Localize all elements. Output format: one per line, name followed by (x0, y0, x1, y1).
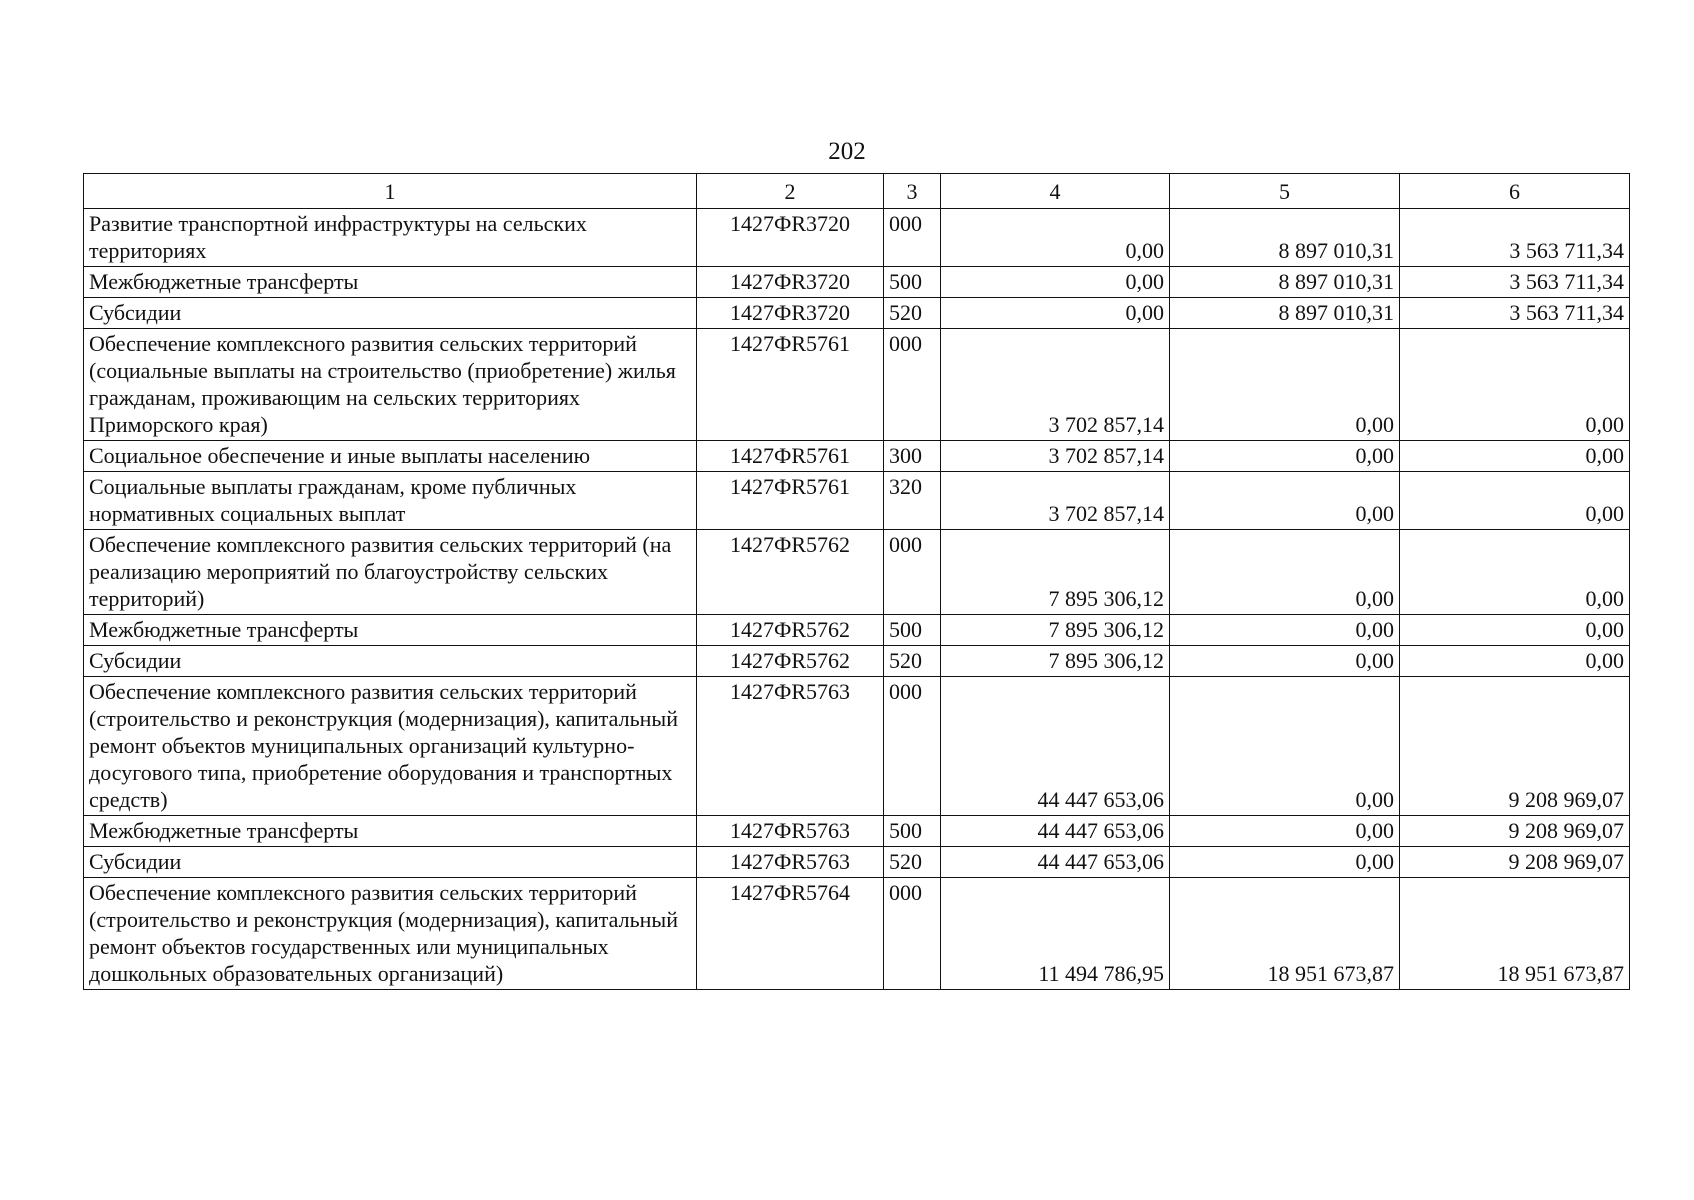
table-row (84, 878, 1630, 990)
row-name: Социальное обеспечение и иные выплаты населению (84, 441, 697, 472)
row-kvr: 000 (884, 209, 941, 267)
row-code: 1427ФR5761 (697, 472, 884, 530)
column-header: 2 (697, 174, 884, 209)
row-kvr: 320 (884, 472, 941, 530)
row-value-6: 9 208 969,07 (1400, 847, 1630, 878)
row-value-4: 0,00 (941, 267, 1170, 298)
column-header: 5 (1170, 174, 1400, 209)
row-code: 1427ФR5762 (697, 530, 884, 615)
row-value-6: 3 563 711,34 (1400, 298, 1630, 329)
row-kvr: 000 (884, 329, 941, 441)
table-row (84, 677, 1630, 816)
table-row (84, 847, 1630, 878)
row-kvr: 000 (884, 677, 941, 816)
row-value-5: 0,00 (1170, 677, 1400, 816)
row-name: Межбюджетные трансферты (84, 615, 697, 646)
row-kvr: 520 (884, 646, 941, 677)
row-code: 1427ФR5762 (697, 615, 884, 646)
row-value-4: 44 447 653,06 (941, 816, 1170, 847)
row-kvr: 500 (884, 816, 941, 847)
column-header: 3 (884, 174, 941, 209)
row-code: 1427ФR5761 (697, 329, 884, 441)
row-name: Межбюджетные трансферты (84, 267, 697, 298)
row-name: Обеспечение комплексного развития сельских территорий (строительство и реконструкция (модернизация), капитальный ремонт объектов государственных или муниципальных дошкольных образовательных организаций) (84, 878, 697, 990)
row-value-4: 3 702 857,14 (941, 329, 1170, 441)
row-value-4: 7 895 306,12 (941, 646, 1170, 677)
row-value-6: 0,00 (1400, 472, 1630, 530)
column-header: 6 (1400, 174, 1630, 209)
table-row (84, 472, 1630, 530)
row-name: Субсидии (84, 298, 697, 329)
row-code: 1427ФR5762 (697, 646, 884, 677)
table-row (84, 441, 1630, 472)
page-number: 202 (828, 138, 866, 165)
row-code: 1427ФR3720 (697, 267, 884, 298)
row-name: Межбюджетные трансферты (84, 816, 697, 847)
row-value-5: 0,00 (1170, 847, 1400, 878)
row-value-6: 9 208 969,07 (1400, 677, 1630, 816)
row-value-6: 9 208 969,07 (1400, 816, 1630, 847)
row-name: Субсидии (84, 847, 697, 878)
column-header: 1 (84, 174, 697, 209)
row-kvr: 520 (884, 298, 941, 329)
row-code: 1427ФR5763 (697, 847, 884, 878)
row-value-5: 0,00 (1170, 530, 1400, 615)
row-value-4: 7 895 306,12 (941, 615, 1170, 646)
row-name: Социальные выплаты гражданам, кроме публичных нормативных социальных выплат (84, 472, 697, 530)
table-row (84, 646, 1630, 677)
table-row (84, 298, 1630, 329)
row-value-6: 0,00 (1400, 441, 1630, 472)
row-value-4: 44 447 653,06 (941, 677, 1170, 816)
row-value-5: 18 951 673,87 (1170, 878, 1400, 990)
row-value-4: 7 895 306,12 (941, 530, 1170, 615)
row-value-4: 0,00 (941, 209, 1170, 267)
row-kvr: 520 (884, 847, 941, 878)
row-value-5: 8 897 010,31 (1170, 267, 1400, 298)
row-kvr: 000 (884, 530, 941, 615)
budget-table (83, 173, 1630, 990)
row-value-6: 3 563 711,34 (1400, 209, 1630, 267)
table-row (84, 329, 1630, 441)
row-kvr: 500 (884, 615, 941, 646)
table-header-row (84, 174, 1630, 209)
row-code: 1427ФR5763 (697, 816, 884, 847)
row-value-6: 0,00 (1400, 530, 1630, 615)
table-row (84, 615, 1630, 646)
row-name: Обеспечение комплексного развития сельских территорий (строительство и реконструкция (модернизация), капитальный ремонт объектов муниципальных организаций культурно-досугового типа, приобретение оборудования и транспортных средств) (84, 677, 697, 816)
row-value-4: 44 447 653,06 (941, 847, 1170, 878)
row-value-6: 0,00 (1400, 329, 1630, 441)
row-value-5: 0,00 (1170, 816, 1400, 847)
row-value-5: 0,00 (1170, 472, 1400, 530)
row-value-5: 0,00 (1170, 646, 1400, 677)
row-name: Обеспечение комплексного развития сельских территорий (на реализацию мероприятий по благоустройству сельских территорий) (84, 530, 697, 615)
row-value-4: 11 494 786,95 (941, 878, 1170, 990)
row-code: 1427ФR3720 (697, 298, 884, 329)
table-row (84, 530, 1630, 615)
row-kvr: 500 (884, 267, 941, 298)
table-row (84, 816, 1630, 847)
row-value-6: 3 563 711,34 (1400, 267, 1630, 298)
row-value-5: 0,00 (1170, 329, 1400, 441)
row-name: Субсидии (84, 646, 697, 677)
row-value-6: 18 951 673,87 (1400, 878, 1630, 990)
row-value-4: 3 702 857,14 (941, 472, 1170, 530)
row-value-5: 0,00 (1170, 615, 1400, 646)
table-row (84, 209, 1630, 267)
row-kvr: 000 (884, 878, 941, 990)
row-kvr: 300 (884, 441, 941, 472)
row-value-6: 0,00 (1400, 646, 1630, 677)
row-value-6: 0,00 (1400, 615, 1630, 646)
row-name: Обеспечение комплексного развития сельских территорий (социальные выплаты на строительство (приобретение) жилья гражданам, проживающим на сельских территориях Приморского края) (84, 329, 697, 441)
row-code: 1427ФR3720 (697, 209, 884, 267)
row-code: 1427ФR5761 (697, 441, 884, 472)
row-value-4: 0,00 (941, 298, 1170, 329)
row-value-4: 3 702 857,14 (941, 441, 1170, 472)
row-code: 1427ФR5764 (697, 878, 884, 990)
row-name: Развитие транспортной инфраструктуры на сельских территориях (84, 209, 697, 267)
row-code: 1427ФR5763 (697, 677, 884, 816)
row-value-5: 8 897 010,31 (1170, 298, 1400, 329)
column-header: 4 (941, 174, 1170, 209)
row-value-5: 8 897 010,31 (1170, 209, 1400, 267)
row-value-5: 0,00 (1170, 441, 1400, 472)
table-row (84, 267, 1630, 298)
